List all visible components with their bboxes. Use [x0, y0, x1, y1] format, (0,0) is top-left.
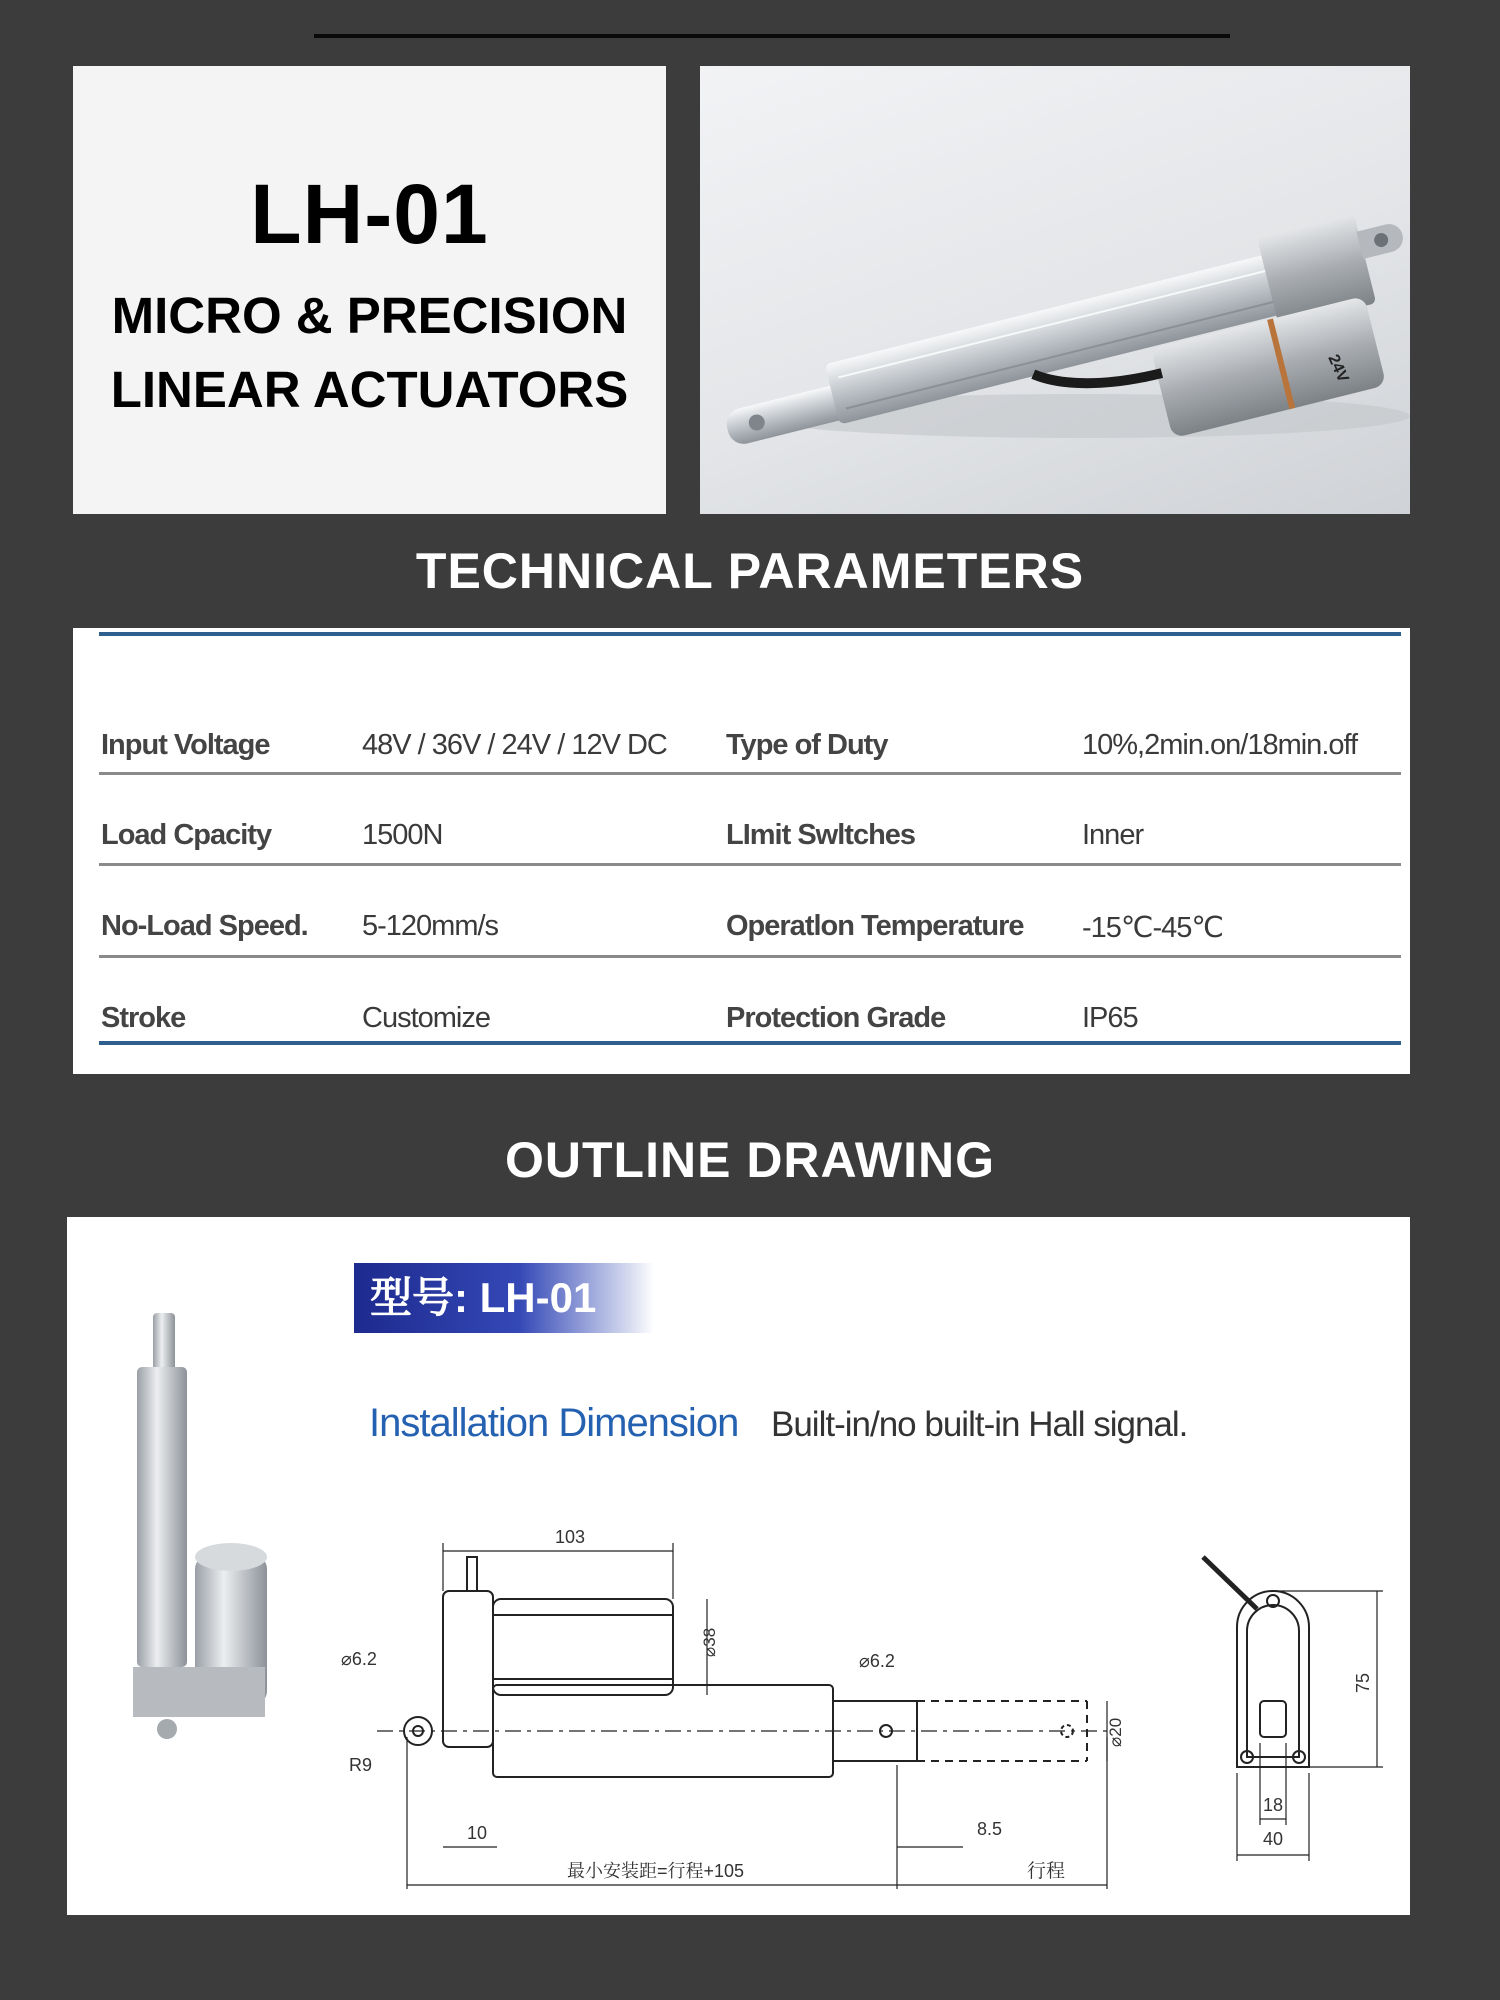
outline-drawing-title: OUTLINE DRAWING	[505, 1132, 995, 1188]
vertical-actuator-image	[133, 1313, 267, 1739]
param-value: 1500N	[362, 819, 443, 851]
row-divider	[99, 955, 1401, 958]
dim-6-2-left: ⌀6.2	[341, 1649, 377, 1669]
row-divider	[99, 772, 1401, 775]
product-photo	[700, 66, 1410, 514]
product-subtitle	[73, 279, 666, 427]
dim-min-install: 最小安装距=行程+105	[567, 1861, 745, 1881]
dim-10: 10	[467, 1823, 488, 1843]
parameters-card	[73, 628, 1410, 1074]
param-label: No-Load Speed.	[101, 910, 308, 942]
row-divider	[99, 863, 1401, 866]
subtitle-line-2: LINEAR ACTUATORS	[110, 361, 629, 418]
param-value: 48V / 36V / 24V / 12V DC	[362, 729, 667, 761]
table-bottom-rule	[99, 1041, 1401, 1045]
param-value: -15℃-45℃	[1082, 912, 1223, 944]
param-label: Stroke	[101, 1002, 186, 1034]
dim-75: 75	[1353, 1672, 1373, 1693]
param-label: Operatlon Temperature	[726, 910, 1024, 942]
param-label: LImit Swltches	[726, 819, 916, 851]
param-label: Type of Duty	[726, 729, 888, 761]
subtitle-line-1: MICRO & PRECISION	[111, 287, 628, 344]
motor-voltage-label: 24V	[1324, 352, 1352, 386]
actuator-illustration	[700, 66, 1410, 514]
end-view	[1203, 1557, 1383, 1861]
top-divider	[314, 34, 1230, 38]
dim-r9: R9	[349, 1755, 373, 1775]
param-value: 10%,2min.on/18min.off	[1082, 729, 1358, 761]
param-label: Protection Grade	[726, 1002, 946, 1034]
installation-title: Installation Dimension	[369, 1401, 739, 1445]
param-value: Inner	[1082, 819, 1144, 851]
dim-20: ⌀20	[1106, 1717, 1125, 1747]
dim-18: 18	[1263, 1795, 1284, 1815]
param-value: Customize	[362, 1002, 490, 1034]
technical-parameters-title: TECHNICAL PARAMETERS	[415, 543, 1085, 599]
hero-card	[73, 66, 666, 514]
dim-40: 40	[1263, 1829, 1284, 1849]
dim-stroke: 行程	[1027, 1861, 1066, 1882]
dim-8-5: 8.5	[977, 1819, 1003, 1839]
outline-drawing-card	[67, 1217, 1410, 1915]
dimension-drawing	[67, 1217, 1410, 1915]
param-value: IP65	[1082, 1002, 1138, 1034]
param-value: 5-120mm/s	[362, 910, 499, 942]
dim-38: ⌀38	[700, 1627, 719, 1657]
param-label: Input Voltage	[101, 729, 270, 761]
installation-description: Built-in/no built-in Hall signal.	[771, 1405, 1188, 1444]
table-top-rule	[99, 632, 1401, 636]
product-code: LH-01	[250, 167, 489, 261]
dim-103: 103	[555, 1527, 586, 1547]
dim-6-2-right: ⌀6.2	[859, 1651, 895, 1671]
model-badge: 型号: LH-01	[354, 1263, 654, 1333]
param-label: Load Cpacity	[101, 819, 272, 851]
